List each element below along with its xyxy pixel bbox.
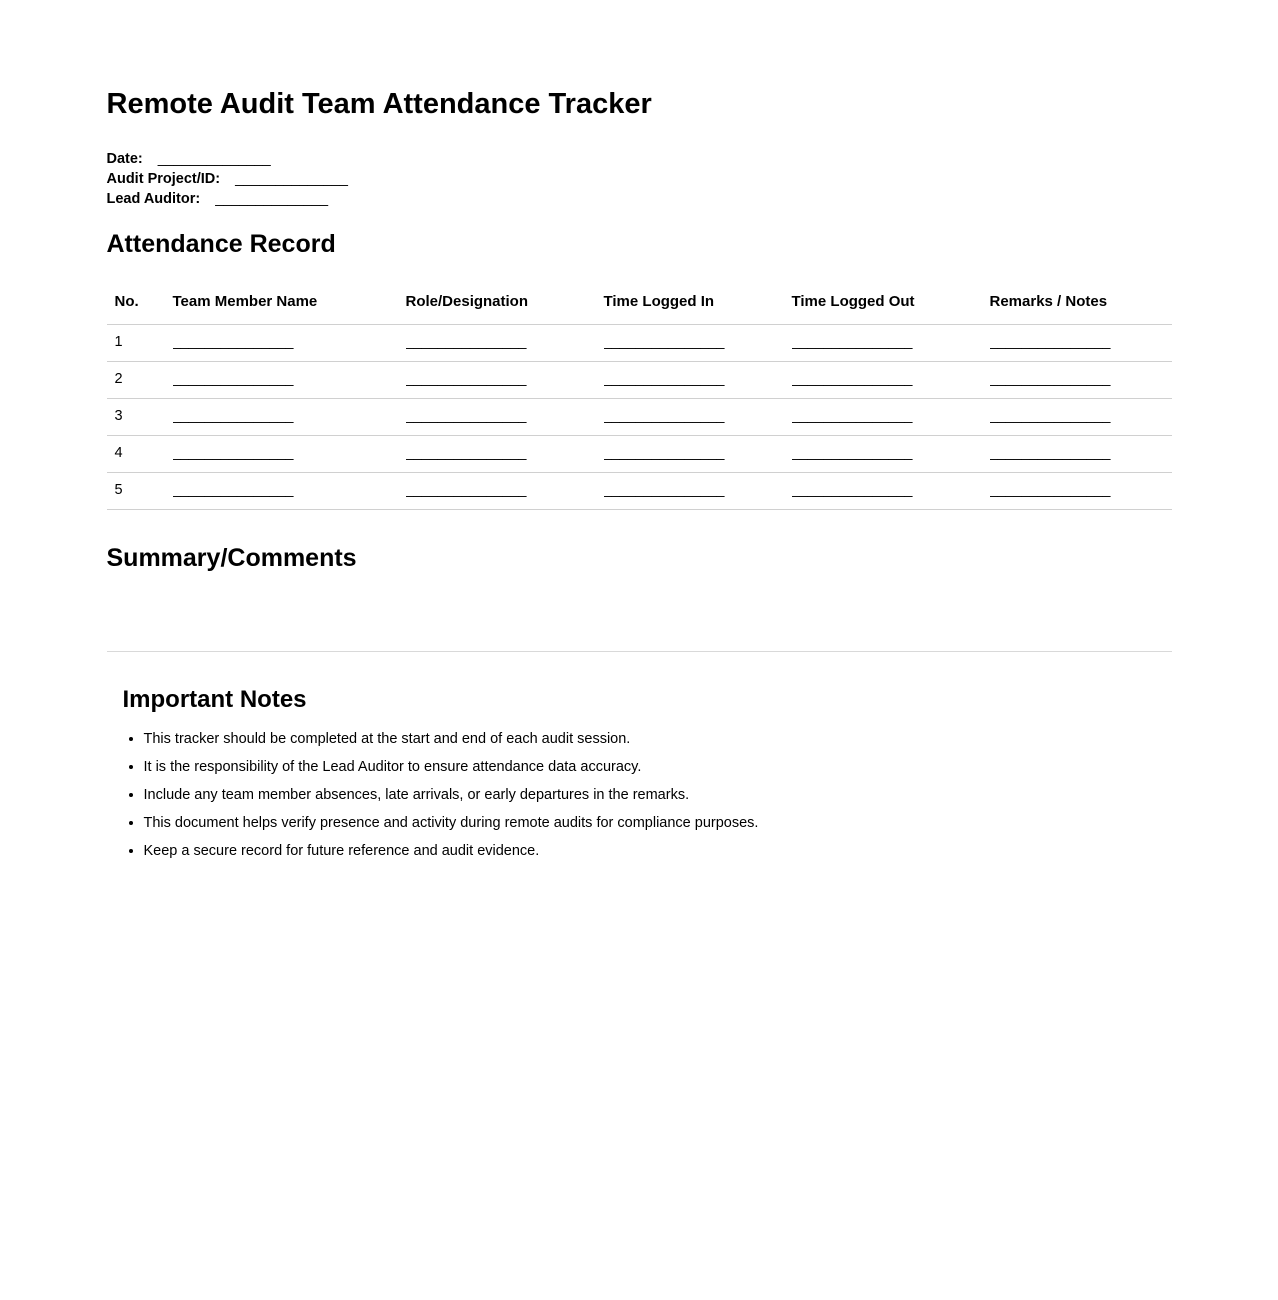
table-row [107, 436, 1172, 473]
column-header-team-member-name: Team Member Name [173, 293, 406, 325]
row-number: 3 [107, 399, 173, 436]
page-title: Remote Audit Team Attendance Tracker [106, 88, 652, 120]
blank-field: _______________ [990, 436, 1172, 473]
important-notes-heading: Important Notes [122, 686, 307, 713]
row-number: 4 [107, 436, 173, 473]
row-number: 1 [107, 325, 173, 362]
blank-field: _______________ [990, 473, 1172, 510]
blank-field: _______________ [990, 399, 1172, 436]
attendance-record-heading: Attendance Record [106, 230, 336, 258]
blank-field: _______________ [604, 325, 792, 362]
note-item: • This document helps verify presence and activity during remote audits for compliance purposes. [144, 813, 1172, 833]
table-row [107, 325, 1172, 362]
column-header-time-logged-out: Time Logged Out [792, 293, 990, 325]
column-header-remarks-notes: Remarks / Notes [990, 293, 1172, 325]
note-item: • It is the responsibility of the Lead Auditor to ensure attendance data accuracy. [144, 757, 1172, 777]
summary-blank-area [107, 573, 1172, 651]
blank-field: _______________ [173, 473, 406, 510]
lead-auditor-label: Lead Auditor: [106, 191, 201, 207]
blank-field: _______________ [173, 325, 406, 362]
note-item: • Keep a secure record for future reference and audit evidence. [144, 841, 1172, 861]
blank-field: _______________ [604, 473, 792, 510]
blank-field: _______________ [173, 362, 406, 399]
blank-field: _______________ [604, 399, 792, 436]
important-notes-section [107, 685, 1172, 861]
note-item: • Include any team member absences, late arrivals, or early departures in the remarks. [144, 785, 1172, 805]
blank-field: _______________ [604, 436, 792, 473]
date-blank-field: ______________ [157, 151, 271, 167]
row-number: 2 [107, 362, 173, 399]
row-number: 5 [107, 473, 173, 510]
notes-list [123, 729, 1172, 861]
blank-field: _______________ [406, 325, 604, 362]
blank-field: _______________ [406, 362, 604, 399]
blank-field: _______________ [604, 362, 792, 399]
blank-field: _______________ [990, 362, 1172, 399]
blank-field: _______________ [990, 325, 1172, 362]
blank-field: _______________ [792, 325, 990, 362]
table-row [107, 473, 1172, 510]
lead-auditor-blank-field: ______________ [215, 191, 329, 207]
column-header-no: No. [107, 293, 173, 325]
blank-field: _______________ [173, 436, 406, 473]
attendance-table [107, 293, 1172, 510]
blank-field: _______________ [792, 362, 990, 399]
date-label: Date: [106, 151, 143, 167]
table-row [107, 362, 1172, 399]
blank-field: _______________ [406, 473, 604, 510]
column-header-role-designation: Role/Designation [406, 293, 604, 325]
blank-field: _______________ [406, 399, 604, 436]
column-header-time-logged-in: Time Logged In [604, 293, 792, 325]
section-divider [107, 651, 1172, 652]
audit-project-blank-field: ______________ [235, 171, 348, 187]
summary-comments-heading: Summary/Comments [106, 544, 357, 572]
meta-line-audit-project [107, 169, 1172, 189]
audit-project-label: Audit Project/ID: [106, 171, 221, 187]
blank-field: _______________ [173, 399, 406, 436]
table-row [107, 399, 1172, 436]
meta-fields [107, 149, 1172, 209]
document-page [107, 0, 1172, 861]
blank-field: _______________ [792, 473, 990, 510]
blank-field: _______________ [792, 436, 990, 473]
meta-line-lead-auditor [107, 189, 1172, 209]
note-item: • This tracker should be completed at the start and end of each audit session. [144, 729, 1172, 749]
attendance-table-header [107, 293, 1172, 325]
blank-field: _______________ [406, 436, 604, 473]
meta-line-date [107, 149, 1172, 169]
blank-field: _______________ [792, 399, 990, 436]
